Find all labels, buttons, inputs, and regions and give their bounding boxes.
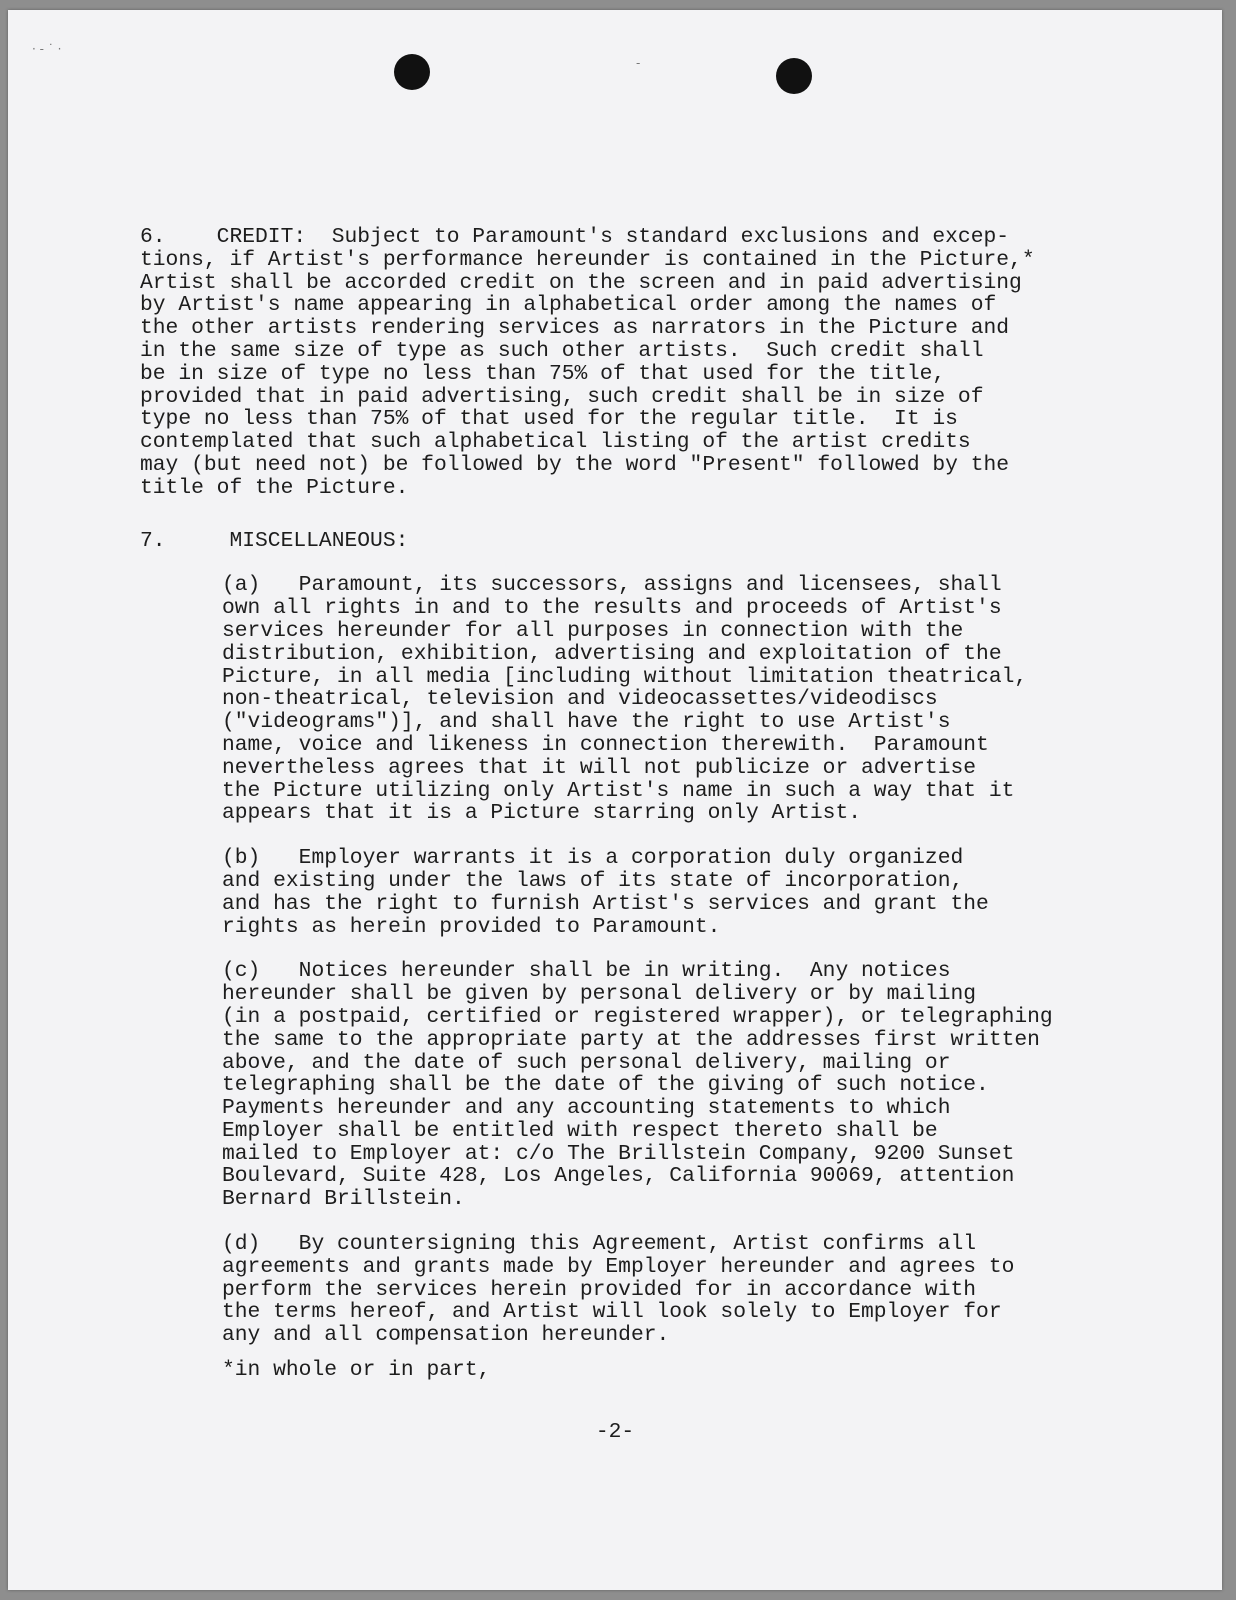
document-body <box>140 226 1140 1382</box>
section-credit <box>140 226 1140 500</box>
text-line: agreements and grants made by Employer hereunder and agrees to <box>222 1254 1015 1279</box>
text-line: (c) Notices hereunder shall be in writing. Any notices <box>222 959 951 984</box>
text-line: tions, if Artist's performance hereunder is contained in the Picture,* <box>140 247 1035 272</box>
text-line: provided that in paid advertising, such credit shall be in size of <box>140 384 984 409</box>
text-line: the Picture utilizing only Artist's name in such a way that it <box>222 778 1015 803</box>
section-title: MISCELLANEOUS: <box>229 528 409 553</box>
text-line: ("videograms")], and shall have the right to use Artist's <box>222 710 951 735</box>
text-line: nevertheless agrees that it will not publicize or advertise <box>222 755 977 780</box>
text-line: the same to the appropriate party at the addresses first written <box>222 1027 1040 1052</box>
text-line: above, and the date of such personal delivery, mailing or <box>222 1050 951 1075</box>
text-line: Artist shall be accorded credit on the screen and in paid advertising <box>140 270 1022 295</box>
text-line: hereunder shall be given by personal delivery or by mailing <box>222 982 977 1007</box>
text-line: distribution, exhibition, advertising and exploitation of the <box>222 641 1002 666</box>
text-line: may (but need not) be followed by the word "Present" followed by the <box>140 452 1010 477</box>
text-line: Employer shall be entitled with respect thereto shall be <box>222 1118 938 1143</box>
text-line: name, voice and likeness in connection therewith. Paramount <box>222 732 989 757</box>
document-page <box>8 10 1222 1590</box>
punch-hole-right <box>776 58 812 94</box>
text-line: type no less than 75% of that used for the regular title. It is <box>140 407 958 432</box>
text-line: rights as herein provided to Paramount. <box>222 914 721 939</box>
text-line: (d) By countersigning this Agreement, Artist confirms all <box>222 1232 977 1257</box>
text-line: telegraphing shall be the date of the giving of such notice. <box>222 1073 989 1098</box>
section-number: 7. <box>140 528 166 553</box>
text-line: and has the right to furnish Artist's services and grant the <box>222 891 989 916</box>
paragraph-b <box>140 847 1140 938</box>
text-line: Payments hereunder and any accounting statements to which <box>222 1096 951 1121</box>
scan-artifact: ‐ <box>636 56 641 70</box>
text-line: (a) Paramount, its successors, assigns and licensees, shall <box>222 573 1002 598</box>
section-miscellaneous-heading <box>140 530 1140 553</box>
punch-hole-left <box>394 54 430 90</box>
text-line: and existing under the laws of its state of incorporation, <box>222 868 964 893</box>
footnote: *in whole or in part, <box>222 1358 491 1383</box>
text-line: own all rights in and to the results and proceeds of Artist's <box>222 596 1002 621</box>
text-line: contemplated that such alphabetical listing of the artist credits <box>140 430 971 455</box>
text-line: appears that it is a Picture starring only Artist. <box>222 801 862 826</box>
text-line: services hereunder for all purposes in connection with the <box>222 618 964 643</box>
text-line: the other artists rendering services as narrators in the Picture and <box>140 316 1010 341</box>
text-line: by Artist's name appearing in alphabetical order among the names of <box>140 293 997 318</box>
scan-artifact: · ‐ ˙ · <box>32 42 62 56</box>
text-line: mailed to Employer at: c/o The Brillstein Company, 9200 Sunset <box>222 1141 1015 1166</box>
text-line: any and all compensation hereunder. <box>222 1323 670 1348</box>
text-line: title of the Picture. <box>140 475 409 500</box>
text-line: perform the services herein provided for in accordance with <box>222 1277 977 1302</box>
text-line: the terms hereof, and Artist will look solely to Employer for <box>222 1300 1002 1325</box>
text-line: Boulevard, Suite 428, Los Angeles, California 90069, attention <box>222 1164 1015 1189</box>
text-line: 6. CREDIT: Subject to Paramount's standard exclusions and excep- <box>140 225 1010 249</box>
text-line: (b) Employer warrants it is a corporation duly organized <box>222 846 964 871</box>
page-number: -2- <box>595 1420 635 1444</box>
text-line: non-theatrical, television and videocassettes/videodiscs <box>222 687 938 712</box>
text-line: Bernard Brillstein. <box>222 1187 465 1212</box>
text-line: (in a postpaid, certified or registered wrapper), or telegraphing <box>222 1004 1053 1029</box>
paragraph-a <box>140 574 1140 825</box>
text-line: be in size of type no less than 75% of that used for the title, <box>140 361 946 386</box>
paragraph-d <box>140 1233 1140 1347</box>
paragraph-c <box>140 960 1140 1211</box>
text-line: Picture, in all media [including without limitation theatrical, <box>222 664 1028 689</box>
text-line: in the same size of type as such other artists. Such credit shall <box>140 338 984 363</box>
